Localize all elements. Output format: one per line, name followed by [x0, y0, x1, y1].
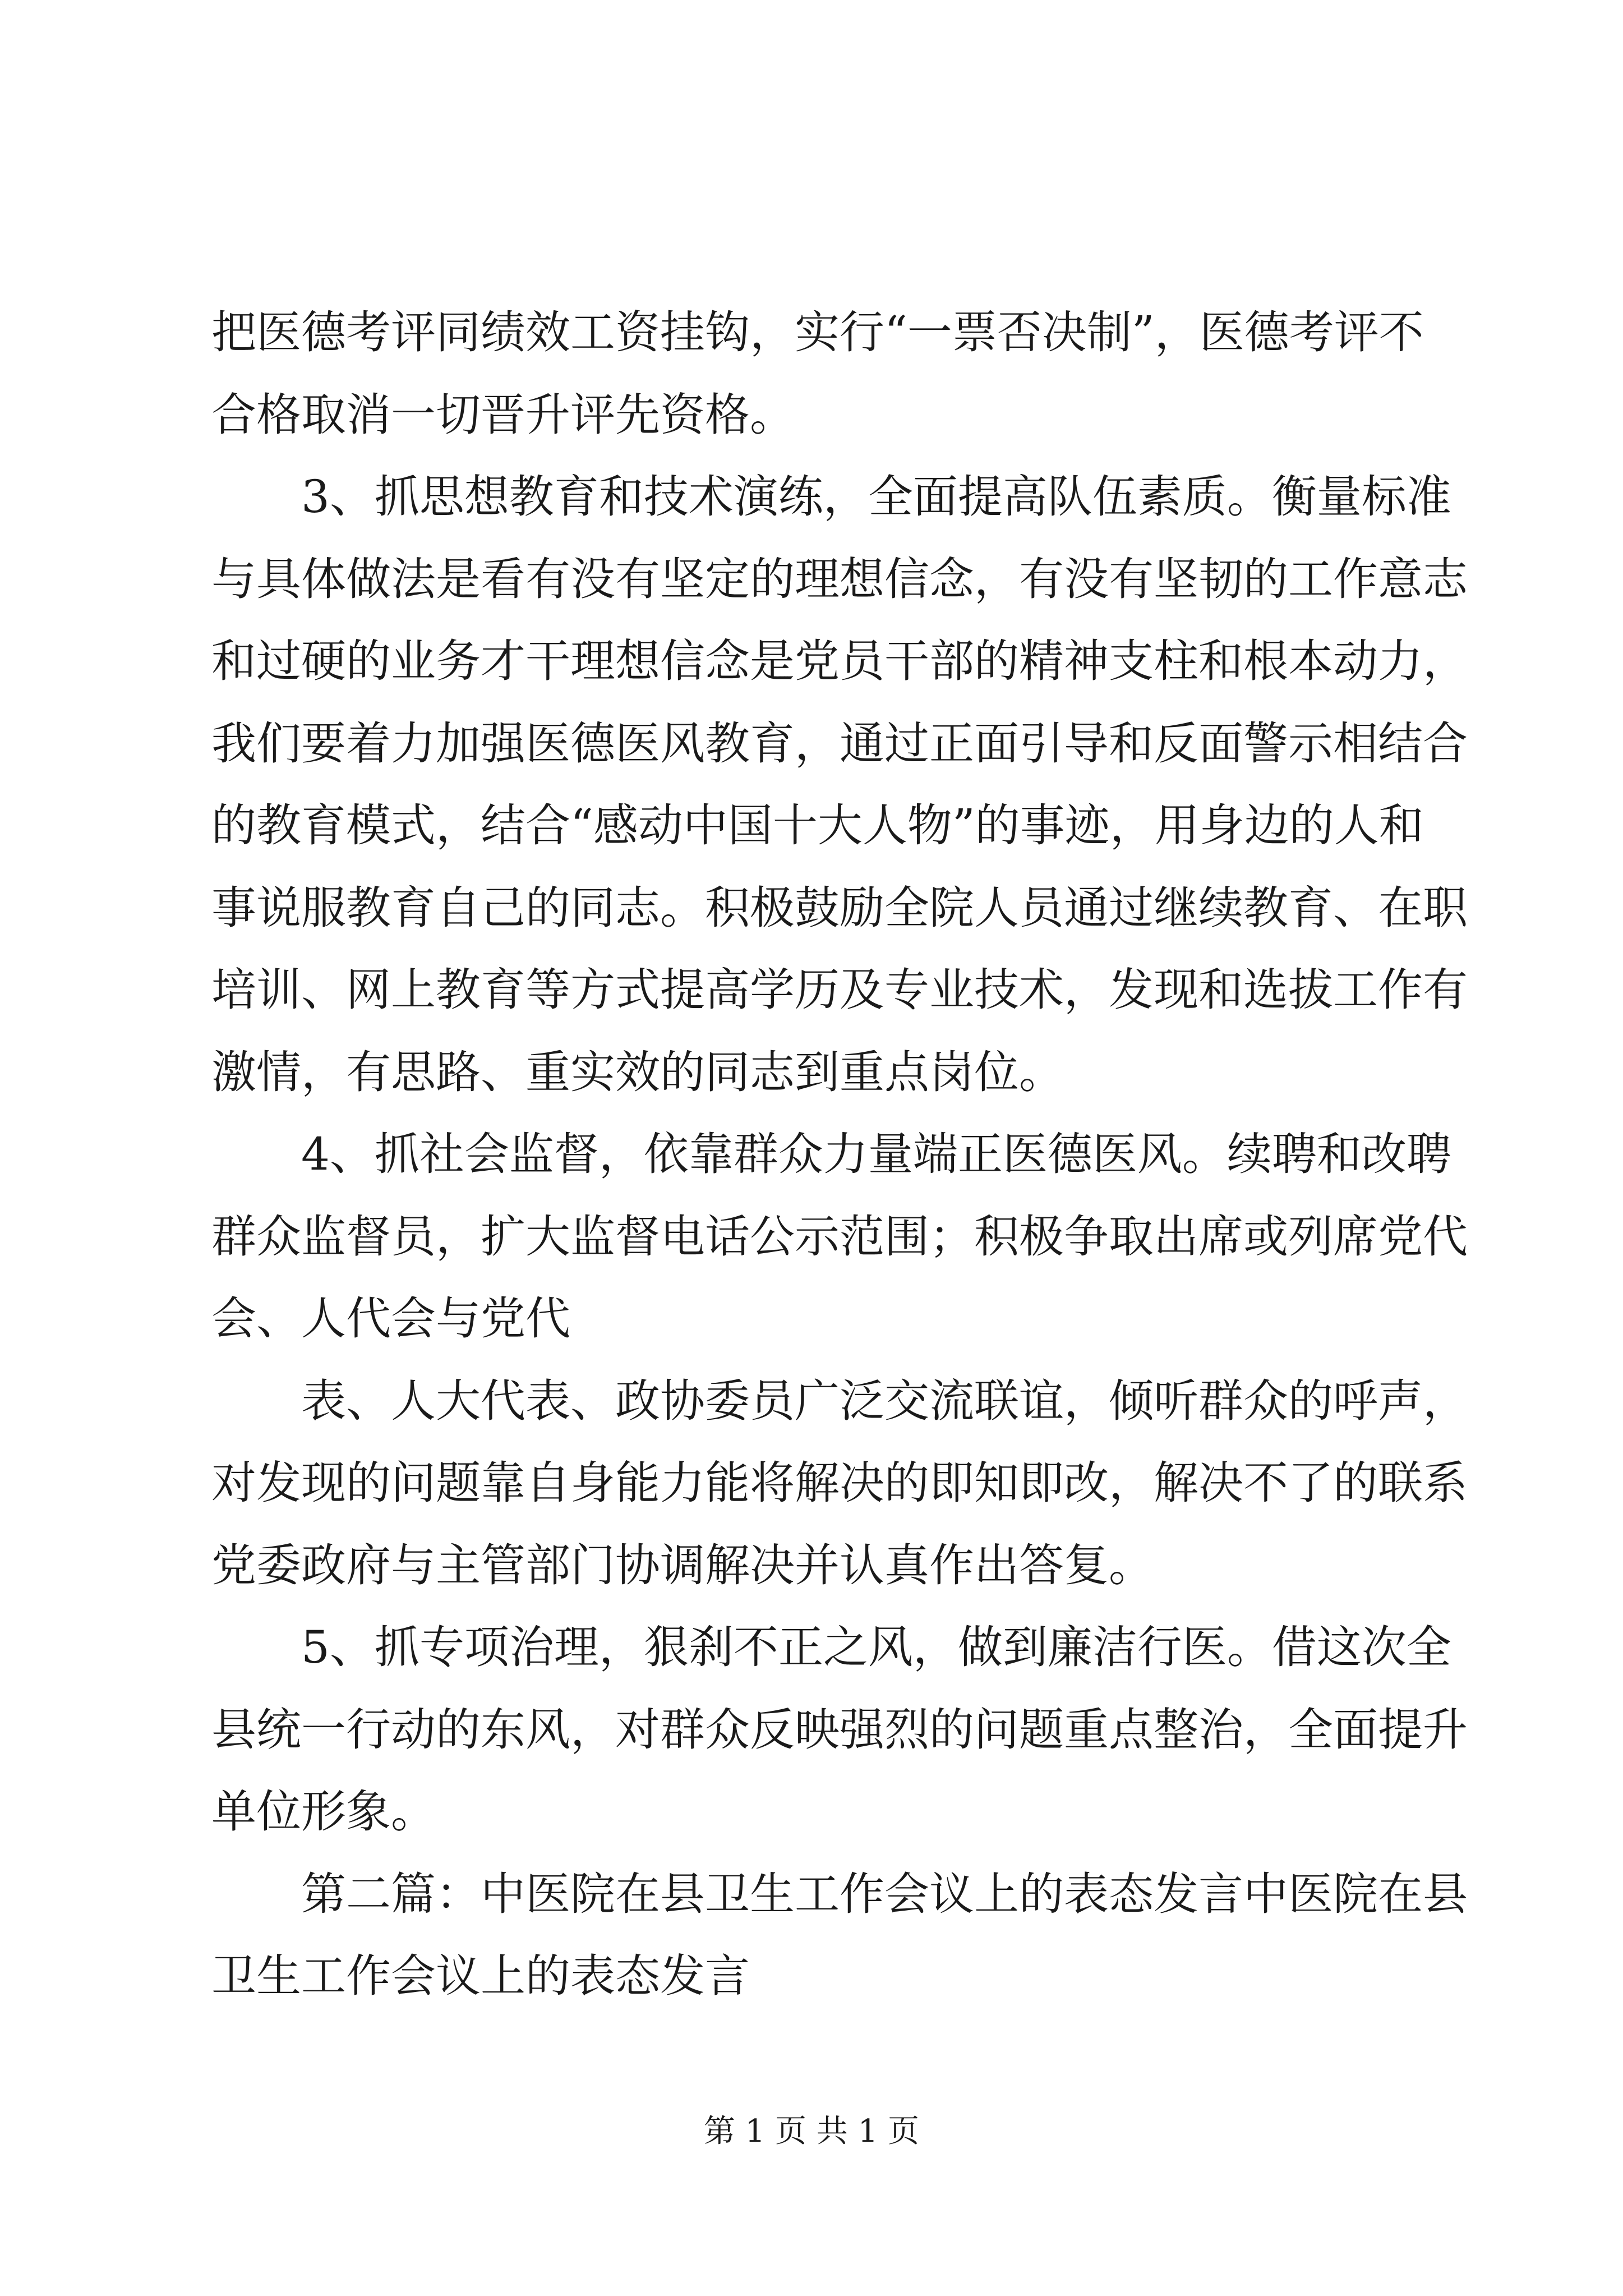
- text-line: 与具体做法是看有没有坚定的理想信念，有没有坚韧的工作意志: [211, 553, 1468, 605]
- text-line: 第二篇：中医院在县卫生工作会议上的表态发言中医院在县: [301, 1867, 1468, 1920]
- text-line: 合格取消一切晋升评先资格。: [211, 388, 795, 441]
- text-line: 培训、网上教育等方式提高学历及专业技术，发现和选拔工作有: [211, 964, 1468, 1016]
- text-line: 激情，有思路、重实效的同志到重点岗位。: [211, 1046, 1064, 1098]
- text-line: 对发现的问题靠自身能力能将解决的即知即改，解决不了的联系: [211, 1457, 1468, 1509]
- text-line: 群众监督员，扩大监督电话公示范围；积极争取出席或列席党代: [211, 1210, 1468, 1263]
- text-line: 的教育模式，结合“感动中国十大人物”的事迹，用身边的人和: [211, 799, 1424, 852]
- text-line: 5、抓专项治理，狠刹不正之风，做到廉洁行医。借这次全: [301, 1621, 1451, 1673]
- page-number-label: 第 1 页 共 1 页: [703, 2113, 920, 2150]
- text-line: 县统一行动的东风，对群众反映强烈的问题重点整治，全面提升: [211, 1703, 1468, 1756]
- text-line: 我们要着力加强医德医风教育，通过正面引导和反面警示相结合: [211, 717, 1468, 770]
- text-line: 4、抓社会监督，依靠群众力量端正医德医风。续聘和改聘: [301, 1128, 1451, 1180]
- text-line: 把医德考评同绩效工资挂钩，实行“一票否决制”，医德考评不: [211, 306, 1424, 358]
- text-line: 3、抓思想教育和技术演练，全面提高队伍素质。衡量标准: [301, 471, 1451, 523]
- text-line: 会、人代会与党代: [211, 1292, 570, 1345]
- document-body: [211, 292, 1468, 2018]
- page-footer: [0, 2109, 1623, 2154]
- text-line: 单位形象。: [211, 1786, 436, 1838]
- text-line: 事说服教育自己的同志。积极鼓励全院人员通过继续教育、在职: [211, 881, 1468, 934]
- text-line: 表、人大代表、政协委员广泛交流联谊，倾听群众的呼声，: [301, 1374, 1468, 1427]
- text-line: 党委政府与主管部门协调解决并认真作出答复。: [211, 1539, 1154, 1591]
- text-line: 卫生工作会议上的表态发言: [211, 1950, 750, 2002]
- text-line: 和过硬的业务才干理想信念是党员干部的精神支柱和根本动力，: [211, 635, 1468, 687]
